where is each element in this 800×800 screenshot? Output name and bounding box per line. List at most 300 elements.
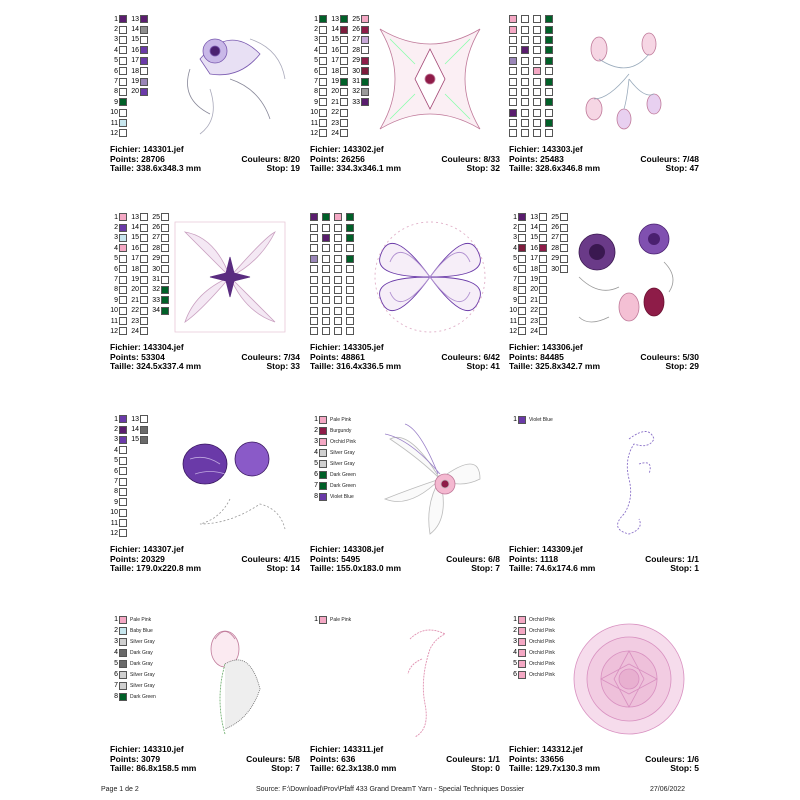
thread-number: 14: [131, 26, 139, 34]
thread-number: 24: [131, 327, 139, 335]
color-swatch: [340, 129, 348, 137]
color-swatch: [319, 98, 327, 106]
color-swatch: [334, 317, 342, 325]
design-info: [509, 343, 699, 372]
thread-number: 29: [352, 57, 360, 65]
color-swatch: [346, 327, 354, 335]
thread-number: 24: [331, 129, 339, 137]
color-swatch: [161, 234, 169, 242]
color-swatch: [361, 15, 369, 23]
color-swatch: [119, 46, 127, 54]
stitch-points: Points: 20329: [110, 553, 165, 564]
design-size: Taille: 86.8x158.5 mm: [110, 763, 197, 774]
color-swatch: [560, 213, 568, 221]
color-swatch: [509, 67, 517, 75]
thread-number: 9: [114, 296, 118, 304]
color-count: Couleurs: 7/34: [241, 351, 300, 362]
stop-count: Stop: 29: [665, 361, 699, 372]
color-swatch: [319, 493, 327, 501]
thread-color-name: Orchid Pink: [529, 660, 555, 667]
thread-number: 5: [114, 255, 118, 263]
thread-color-name: Orchid Pink: [529, 627, 555, 634]
thread-number: 4: [114, 244, 118, 252]
thread-number: 33: [352, 98, 360, 106]
color-swatch: [334, 265, 342, 273]
thread-number: 10: [110, 509, 118, 517]
color-swatch: [539, 244, 547, 252]
color-swatch: [545, 46, 553, 54]
color-swatch: [533, 67, 541, 75]
color-swatch: [119, 317, 127, 325]
thread-number: 1: [314, 15, 318, 23]
design-size: Taille: 325.8x342.7 mm: [509, 361, 601, 372]
source-path: Source: F:\Download\Prov\Pfaff 433 Grand DreamT Yarn - Special Techniques Dossier: [256, 786, 525, 793]
color-swatch: [340, 98, 348, 106]
color-swatch: [560, 244, 568, 252]
color-swatch: [322, 224, 330, 232]
embroidery-preview: [370, 19, 490, 144]
color-swatch: [322, 276, 330, 284]
color-swatch: [322, 286, 330, 294]
color-swatch: [119, 307, 127, 315]
thread-color-name: Dark Green: [130, 693, 156, 700]
thread-number: 9: [314, 98, 318, 106]
print-date: 27/06/2022: [650, 786, 686, 793]
thread-number: 5: [114, 457, 118, 465]
stop-count: Stop: 19: [266, 163, 300, 174]
design-size: Taille: 155.0x183.0 mm: [310, 563, 402, 574]
design-info: [509, 745, 699, 774]
thread-number: 13: [131, 213, 139, 221]
color-swatch: [346, 255, 354, 263]
thread-number: 10: [310, 109, 318, 117]
page-number: Page 1 de 2: [101, 786, 139, 793]
embroidery-preview: [370, 419, 490, 544]
thread-number: 9: [114, 98, 118, 106]
thread-number: 21: [530, 296, 538, 304]
color-swatch: [119, 457, 127, 465]
thread-number: 10: [110, 307, 118, 315]
thread-color-name: Pale Pink: [330, 416, 352, 423]
color-swatch: [361, 36, 369, 44]
color-swatch: [518, 224, 526, 232]
color-swatch: [340, 26, 348, 34]
thread-number: 5: [513, 255, 517, 263]
thread-number: 28: [352, 46, 360, 54]
design-card: [509, 614, 699, 799]
thread-number: 14: [131, 426, 139, 434]
color-swatch: [361, 67, 369, 75]
thread-color-name: Silver Gray: [130, 671, 155, 678]
thread-number: 18: [331, 67, 339, 75]
color-swatch: [518, 327, 526, 335]
thread-color-name: Dark Green: [330, 482, 356, 489]
color-swatch: [310, 213, 318, 221]
thread-number: 4: [314, 46, 318, 54]
color-swatch: [346, 265, 354, 273]
color-swatch: [319, 129, 327, 137]
thread-number: 7: [114, 78, 118, 86]
color-swatch: [533, 46, 541, 54]
color-swatch: [310, 276, 318, 284]
color-swatch: [140, 224, 148, 232]
color-swatch: [319, 460, 327, 468]
color-swatch: [361, 88, 369, 96]
color-swatch: [310, 234, 318, 242]
thread-color-name: Orchid Pink: [529, 671, 555, 678]
color-swatch: [509, 78, 517, 86]
color-swatch: [518, 255, 526, 263]
color-swatch: [539, 307, 547, 315]
color-swatch: [140, 88, 148, 96]
color-swatch: [539, 276, 547, 284]
color-swatch: [161, 244, 169, 252]
design-size: Taille: 324.5x337.4 mm: [110, 361, 202, 372]
color-swatch-list: [509, 414, 553, 425]
color-swatch: [509, 88, 517, 96]
thread-number: 28: [152, 244, 160, 252]
color-swatch: [346, 286, 354, 294]
color-swatch: [560, 224, 568, 232]
color-swatch: [140, 276, 148, 284]
color-swatch: [119, 478, 127, 486]
thread-number: 20: [530, 286, 538, 294]
stop-count: Stop: 7: [271, 763, 300, 774]
thread-number: 23: [131, 317, 139, 325]
thread-color-name: Violet Blue: [529, 416, 553, 423]
embroidery-preview: [170, 619, 290, 744]
thread-number: 8: [314, 493, 318, 500]
color-swatch: [119, 265, 127, 273]
thread-number: 16: [331, 46, 339, 54]
color-swatch: [319, 416, 327, 424]
thread-number: 4: [513, 649, 517, 656]
color-swatch: [140, 26, 148, 34]
color-swatch: [340, 109, 348, 117]
color-swatch: [119, 67, 127, 75]
thread-number: 13: [131, 415, 139, 423]
thread-color-name: Pale Pink: [130, 616, 152, 623]
color-swatch: [140, 317, 148, 325]
thread-number: 24: [530, 327, 538, 335]
color-swatch: [545, 98, 553, 106]
color-swatch: [539, 265, 547, 273]
color-swatch-list: [310, 614, 351, 625]
thread-number: 22: [530, 307, 538, 315]
color-swatch: [539, 286, 547, 294]
thread-number: 6: [114, 67, 118, 75]
color-swatch: [140, 327, 148, 335]
color-swatch-list: [310, 14, 370, 139]
color-swatch: [521, 26, 529, 34]
color-swatch: [346, 317, 354, 325]
color-swatch: [533, 88, 541, 96]
thread-number: 8: [114, 488, 118, 496]
thread-number: 2: [114, 426, 118, 434]
thread-number: 6: [314, 67, 318, 75]
color-swatch: [518, 244, 526, 252]
thread-number: 5: [513, 660, 517, 667]
design-card: [110, 614, 300, 799]
thread-number: 2: [513, 627, 517, 634]
thread-number: 10: [110, 109, 118, 117]
thread-color-name: Silver Gray: [130, 638, 155, 645]
thread-number: 18: [131, 67, 139, 75]
thread-number: 6: [114, 265, 118, 273]
thread-number: 4: [114, 46, 118, 54]
thread-color-name: Orchid Pink: [529, 638, 555, 645]
thread-number: 15: [131, 36, 139, 44]
stitch-points: Points: 33656: [509, 753, 564, 764]
color-swatch: [334, 327, 342, 335]
color-swatch: [521, 88, 529, 96]
color-swatch: [310, 244, 318, 252]
color-swatch: [346, 234, 354, 242]
embroidery-preview: [569, 217, 689, 342]
color-swatch: [140, 67, 148, 75]
design-info: [310, 145, 500, 174]
color-swatch: [545, 129, 553, 137]
color-swatch: [322, 213, 330, 221]
design-size: Taille: 129.7x130.3 mm: [509, 763, 601, 774]
color-swatch: [560, 234, 568, 242]
color-swatch: [518, 265, 526, 273]
color-swatch: [310, 307, 318, 315]
color-swatch: [334, 296, 342, 304]
color-swatch: [518, 649, 526, 657]
color-count: Couleurs: 5/30: [640, 351, 699, 362]
color-swatch: [119, 57, 127, 65]
stop-count: Stop: 33: [266, 361, 300, 372]
thread-number: 32: [152, 286, 160, 294]
thread-number: 25: [551, 213, 559, 221]
color-swatch: [119, 36, 127, 44]
color-swatch: [322, 265, 330, 273]
color-swatch: [509, 26, 517, 34]
thread-number: 33: [152, 296, 160, 304]
stitch-points: Points: 48861: [310, 351, 365, 362]
stop-count: Stop: 14: [266, 563, 300, 574]
design-card: [110, 212, 300, 397]
embroidery-preview: [370, 217, 490, 342]
stitch-points: Points: 5495: [310, 553, 361, 564]
thread-number: 1: [513, 616, 517, 623]
thread-number: 21: [331, 98, 339, 106]
color-swatch-list: [509, 212, 569, 337]
color-swatch: [334, 286, 342, 294]
color-swatch: [521, 46, 529, 54]
color-swatch: [140, 36, 148, 44]
thread-number: 18: [131, 265, 139, 273]
color-swatch: [319, 616, 327, 624]
color-swatch: [119, 660, 127, 668]
thread-number: 2: [114, 627, 118, 634]
thread-number: 1: [114, 415, 118, 423]
thread-number: 34: [152, 307, 160, 315]
color-swatch-list: [509, 14, 554, 139]
thread-number: 9: [114, 498, 118, 506]
thread-number: 2: [314, 26, 318, 34]
color-swatch: [340, 67, 348, 75]
design-card: [509, 212, 699, 397]
thread-number: 31: [352, 78, 360, 86]
color-swatch: [319, 88, 327, 96]
color-swatch: [545, 67, 553, 75]
thread-number: 7: [314, 482, 318, 489]
design-size: Taille: 179.0x220.8 mm: [110, 563, 202, 574]
color-swatch: [539, 234, 547, 242]
color-swatch: [521, 15, 529, 23]
color-swatch: [119, 529, 127, 537]
design-size: Taille: 62.3x138.0 mm: [310, 763, 397, 774]
color-swatch: [140, 234, 148, 242]
color-swatch: [521, 119, 529, 127]
thread-number: 3: [513, 234, 517, 242]
color-swatch: [119, 234, 127, 242]
color-count: Couleurs: 7/48: [640, 153, 699, 164]
thread-number: 8: [513, 286, 517, 294]
color-swatch: [346, 213, 354, 221]
thread-number: 11: [110, 317, 118, 325]
thread-color-name: Dark Green: [330, 471, 356, 478]
color-swatch: [161, 224, 169, 232]
thread-number: 3: [114, 234, 118, 242]
color-swatch: [119, 255, 127, 263]
file-name: Fichier: 143310.jef: [110, 744, 184, 754]
thread-number: 1: [513, 213, 517, 221]
stop-count: Stop: 32: [466, 163, 500, 174]
color-swatch: [119, 415, 127, 423]
color-swatch: [322, 307, 330, 315]
color-swatch: [518, 213, 526, 221]
thread-number: 27: [152, 234, 160, 242]
color-swatch: [119, 616, 127, 624]
color-swatch: [161, 296, 169, 304]
color-swatch: [340, 78, 348, 86]
thread-number: 32: [352, 88, 360, 96]
color-swatch: [119, 327, 127, 335]
color-swatch: [361, 57, 369, 65]
color-count: Couleurs: 1/6: [645, 753, 699, 764]
thread-number: 7: [114, 682, 118, 689]
thread-number: 17: [331, 57, 339, 65]
thread-number: 12: [110, 529, 118, 537]
embroidery-preview: [370, 619, 490, 744]
color-swatch: [319, 471, 327, 479]
color-swatch: [119, 286, 127, 294]
design-size: Taille: 334.3x346.1 mm: [310, 163, 402, 174]
design-info: [110, 145, 300, 174]
color-swatch: [322, 327, 330, 335]
color-swatch: [518, 638, 526, 646]
color-swatch: [319, 482, 327, 490]
file-name: Fichier: 143302.jef: [310, 144, 384, 154]
embroidery-preview: [569, 19, 689, 144]
color-swatch: [340, 36, 348, 44]
thread-number: 15: [331, 36, 339, 44]
thread-number: 6: [513, 671, 517, 678]
stop-count: Stop: 1: [670, 563, 699, 574]
thread-color-name: Silver Gray: [330, 449, 355, 456]
color-swatch: [140, 436, 148, 444]
thread-number: 5: [314, 57, 318, 65]
thread-number: 5: [114, 660, 118, 667]
color-count: Couleurs: 8/20: [241, 153, 300, 164]
thread-number: 26: [551, 224, 559, 232]
file-name: Fichier: 143303.jef: [509, 144, 583, 154]
color-swatch: [319, 26, 327, 34]
stop-count: Stop: 7: [471, 563, 500, 574]
file-name: Fichier: 143312.jef: [509, 744, 583, 754]
color-swatch: [119, 224, 127, 232]
design-info: [509, 145, 699, 174]
thread-number: 27: [352, 36, 360, 44]
design-info: [110, 343, 300, 372]
thread-number: 17: [131, 57, 139, 65]
thread-number: 13: [530, 213, 538, 221]
file-name: Fichier: 143309.jef: [509, 544, 583, 554]
color-swatch: [340, 88, 348, 96]
color-swatch: [319, 109, 327, 117]
design-info: [110, 545, 300, 574]
color-swatch: [319, 427, 327, 435]
embroidery-preview: [569, 619, 689, 744]
thread-number: 8: [114, 88, 118, 96]
thread-number: 3: [114, 638, 118, 645]
color-swatch: [518, 276, 526, 284]
thread-number: 22: [331, 109, 339, 117]
file-name: Fichier: 143306.jef: [509, 342, 583, 352]
thread-color-name: Silver Gray: [130, 682, 155, 689]
color-count: Couleurs: 1/1: [645, 553, 699, 564]
color-swatch: [161, 255, 169, 263]
color-swatch: [322, 317, 330, 325]
thread-number: 27: [551, 234, 559, 242]
color-swatch: [319, 36, 327, 44]
color-swatch: [539, 317, 547, 325]
thread-number: 13: [331, 15, 339, 23]
color-swatch: [334, 276, 342, 284]
thread-number: 12: [310, 129, 318, 137]
thread-number: 30: [352, 67, 360, 75]
thread-number: 14: [331, 26, 339, 34]
embroidery-preview: [170, 419, 290, 544]
color-swatch: [361, 26, 369, 34]
thread-number: 4: [513, 244, 517, 252]
thread-number: 6: [513, 265, 517, 273]
color-swatch-list: [310, 212, 355, 337]
thread-number: 11: [110, 519, 118, 527]
color-swatch: [539, 213, 547, 221]
color-swatch: [334, 307, 342, 315]
color-swatch: [319, 449, 327, 457]
thread-number: 5: [314, 460, 318, 467]
thread-color-name: Silver Gray: [330, 460, 355, 467]
thread-number: 4: [114, 446, 118, 454]
color-swatch: [521, 98, 529, 106]
color-swatch: [319, 78, 327, 86]
color-swatch: [509, 98, 517, 106]
color-swatch: [545, 57, 553, 65]
color-count: Couleurs: 8/33: [441, 153, 500, 164]
color-swatch: [545, 109, 553, 117]
color-swatch: [140, 415, 148, 423]
color-swatch-list: [110, 614, 156, 702]
thread-number: 18: [530, 265, 538, 273]
color-swatch: [119, 467, 127, 475]
color-swatch: [518, 627, 526, 635]
color-swatch-list: [110, 414, 149, 539]
